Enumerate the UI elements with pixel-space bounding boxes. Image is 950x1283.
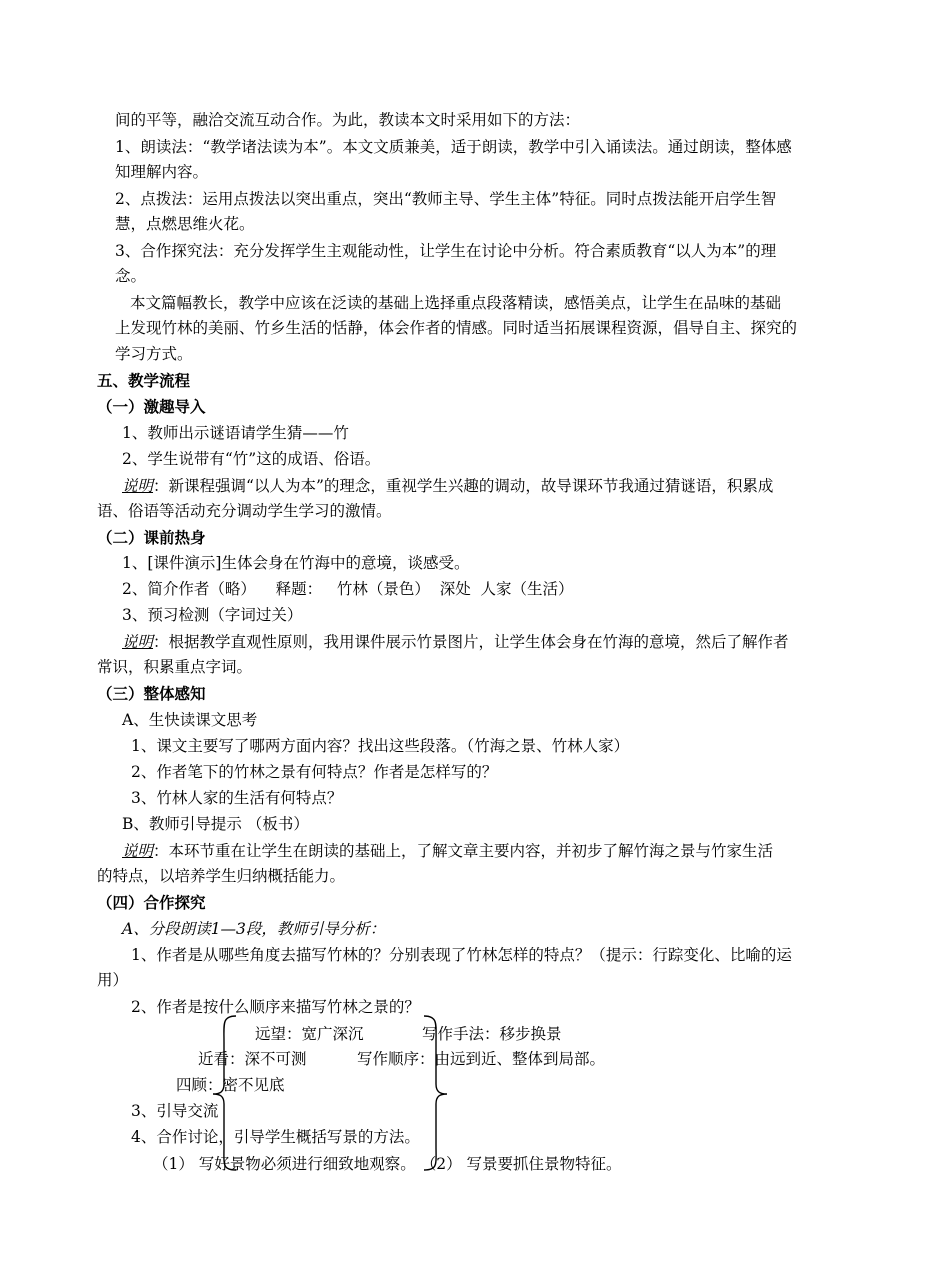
question: 4、合作讨论，引导学生概括写景的方法。 <box>131 1128 420 1146</box>
para-line: 知理解内容。 <box>115 163 209 181</box>
list-item: B、教师引导提示 （板书） <box>122 815 309 833</box>
para-line: 本文篇幅教长，教学中应该在泛读的基础上选择重点段落精读，感悟美点，让学生在品味的基础 <box>130 294 782 312</box>
diagram-item: 远望：宽广深沉 <box>255 1025 364 1043</box>
subsection-title: （一）激趣导入 <box>97 397 206 416</box>
list-item: A、生快读课文思考 <box>122 711 258 729</box>
question: 2、作者笔下的竹林之景有何特点？作者是怎样写的？ <box>131 763 498 781</box>
note-line: 说明：本环节重在让学生在朗读的基础上，了解文章主要内容，并初步了解竹海之景与竹家生活 <box>122 842 774 860</box>
question: 3、引导交流 <box>131 1102 219 1120</box>
note-label: 说明 <box>122 477 154 495</box>
note-line: 说明：新课程强调“以人为本”的理念，重视学生兴趣的调动，故导课环节我通过猜谜语，积累成 <box>122 477 774 495</box>
para-line: 慧，点燃思维火花。 <box>115 215 255 233</box>
list-item: A、分段朗读1—3段，教师引导分析： <box>122 920 386 938</box>
note-line: 常识，积累重点字词。 <box>97 658 253 676</box>
note-label: 说明 <box>122 842 154 860</box>
list-item: 1、[课件演示]生体会身在竹海中的意境，谈感受。 <box>122 554 470 572</box>
subsection-title: （四）合作探究 <box>97 893 206 912</box>
note-line: 说明：根据教学直观性原则，我用课件展示竹景图片，让学生体会身在竹海的意境，然后了解作者 <box>122 633 789 651</box>
list-item: 1、教师出示谜语请学生猜——竹 <box>122 424 349 442</box>
method-reading: 1、朗读法：“教学诸法读为本”。本文文质兼美，适于朗读，教学中引入诵读法。通过朗读，整体感 <box>115 138 792 156</box>
para-line: 间的平等，融洽交流互动合作。为此，教读本文时采用如下的方法： <box>115 111 581 129</box>
note-label: 说明 <box>122 633 154 651</box>
diagram-note: 写作顺序：由远到近、整体到局部。 <box>357 1050 606 1068</box>
subsection-title: （三）整体感知 <box>97 684 206 703</box>
section-title: 五、教学流程 <box>97 371 191 390</box>
diagram-note: 写作手法：移步换景 <box>422 1025 562 1043</box>
para-line: 念。 <box>115 267 147 285</box>
para-line: 上发现竹林的美丽、竹乡生活的恬静，体会作者的情感。同时适当拓展课程资源，倡导自主、探究的 <box>115 319 798 337</box>
right-brace-icon <box>420 1014 450 1172</box>
para-line: 学习方式。 <box>115 345 193 363</box>
method-guidance: 2、点拨法：运用点拨法以突出重点，突出“教师主导、学生主体”特征。同时点拨法能开启学生智 <box>115 190 777 208</box>
list-item: 2、简介作者（略） 释题： 竹林（景色） 深处 人家（生活） <box>122 580 574 598</box>
method-cooperation: 3、合作探究法：充分发挥学生主观能动性，让学生在讨论中分析。符合素质教育“以人为本”的理 <box>115 242 777 260</box>
subsection-title: （二）课前热身 <box>97 528 206 547</box>
question: 1、作者是从哪些角度去描写竹林的？分别表现了竹林怎样的特点？（提示：行踪变化、比喻的运 <box>131 946 792 964</box>
list-item: 3、预习检测（字词过关） <box>122 606 303 624</box>
question: 1、课文主要写了哪两方面内容？找出这些段落。（竹海之景、竹林人家） <box>131 737 630 755</box>
diagram-item: 近看：深不可测 <box>198 1050 307 1068</box>
diagram-item: 四顾：密不见底 <box>176 1076 285 1094</box>
left-brace-icon <box>210 1014 240 1172</box>
method-line: （1） 写好景物必须进行细致地观察。 （2） 写景要抓住景物特征。 <box>153 1155 622 1173</box>
note-line: 的特点，以培养学生归纳概括能力。 <box>97 867 346 885</box>
question: 3、竹林人家的生活有何特点？ <box>131 789 343 807</box>
question: 用） <box>97 971 129 989</box>
note-line: 语、俗语等活动充分调动学生学习的激情。 <box>97 502 392 520</box>
question: 2、作者是按什么顺序来描写竹林之景的？ <box>131 998 420 1016</box>
list-item: 2、学生说带有“竹”这的成语、俗语。 <box>122 450 381 468</box>
